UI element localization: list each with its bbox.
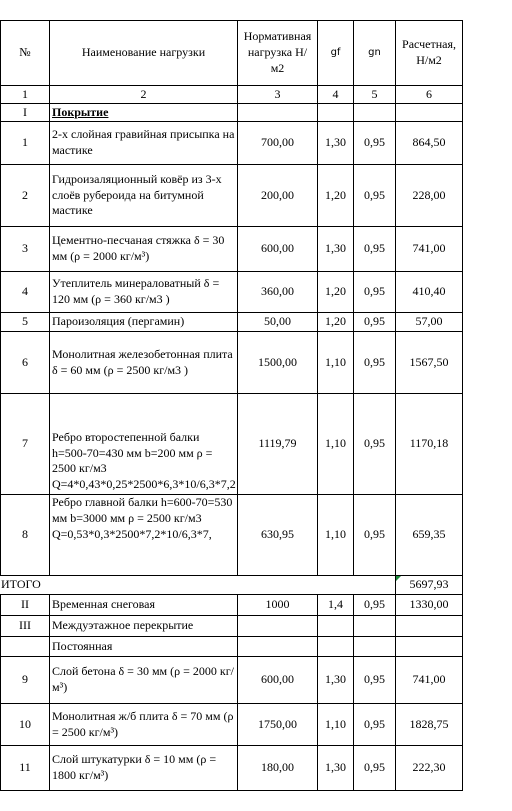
header-gf (318, 21, 353, 85)
row-design: 1170,18 (409, 436, 449, 451)
row-norm: 50,00 (264, 314, 291, 329)
row-design: 741,00 (412, 672, 446, 687)
row-name: Монолитная ж/б плита δ = 70 мм (ρ = 2500 кг/м³) (52, 708, 234, 739)
row-name: 2-х слойная гравийная присыпка на мастике (52, 127, 235, 157)
row-num: 7 (22, 436, 28, 451)
row-gn: 0,95 (364, 672, 385, 687)
header-gn (354, 21, 395, 85)
header-design: Расчетная, Н/м2 (402, 37, 456, 67)
row-gn: 0,95 (364, 284, 385, 299)
row-num: 3 (22, 241, 28, 256)
row-design: 1828,75 (409, 716, 449, 731)
row-gf: 1,10 (325, 716, 346, 731)
row-gn: 0,95 (364, 760, 385, 775)
gamma-f-symbol: gf (330, 47, 341, 59)
row-name: Пароизоляция (пергамин) (52, 314, 185, 329)
row-design: 228,00 (412, 187, 446, 202)
row-gn: 0,95 (364, 716, 385, 731)
row-gf: 1,10 (325, 436, 346, 451)
row-design: 1330,00 (409, 597, 449, 612)
col-number: 3 (274, 86, 281, 101)
row-name: Слой бетона δ = 30 мм (ρ = 2000 кг/м³) (52, 664, 234, 694)
row-norm: 630,95 (261, 527, 294, 542)
row-design: 410,40 (412, 284, 446, 299)
col-number: 5 (371, 86, 378, 101)
row-gf: 1,10 (325, 527, 346, 542)
row-num: 6 (22, 354, 28, 369)
header-num: № (19, 45, 31, 60)
row-gn: 0,95 (364, 527, 385, 542)
row-norm: 1500,00 (258, 354, 297, 369)
section-number: I (23, 104, 27, 119)
row-num: 10 (19, 716, 31, 731)
row-gf: 1,30 (325, 135, 346, 150)
row-norm: 1750,00 (258, 716, 297, 731)
row-design: 659,35 (412, 527, 446, 542)
row-gf: 1,20 (325, 187, 346, 202)
section-number: II (21, 597, 29, 612)
row-name: Монолитная железобетонная плита δ = 60 мм (ρ = 2500 кг/м3 ) (52, 346, 233, 377)
row-design: 222,30 (412, 760, 446, 775)
row-norm: 1119,79 (258, 436, 297, 451)
row-design: 741,00 (412, 241, 446, 256)
total-value: 5697,93 (409, 577, 449, 592)
total-label: ИТОГО (1, 577, 41, 592)
section-number: III (19, 618, 31, 633)
row-gn: 0,95 (364, 241, 385, 256)
row-norm: 1000 (265, 597, 290, 612)
row-name: Утеплитель минераловатный δ = 120 мм (ρ = 360 кг/м3 ) (52, 276, 220, 306)
row-gf: 1,20 (325, 284, 346, 299)
row-num: 2 (22, 187, 28, 202)
row-norm: 360,00 (261, 284, 294, 299)
row-gf: 1,4 (328, 597, 343, 612)
gamma-n-symbol: gn (368, 47, 381, 59)
col-number: 1 (22, 86, 28, 101)
row-gn: 0,95 (364, 314, 385, 329)
section-title: Междуэтажное перекрытие (52, 618, 194, 633)
col-number: 2 (140, 86, 147, 101)
header-name: Наименование нагрузки (81, 45, 206, 60)
row-name: Цементно-песчаная стяжка δ = 30 мм (ρ = 2000 кг/м³) (52, 233, 225, 263)
row-norm: 180,00 (261, 760, 294, 775)
row-name: Гидроизаляционный ковёр из 3-х слоёв рубероида на битумной мастике (52, 171, 222, 218)
col-number: 6 (426, 86, 432, 101)
row-gn: 0,95 (364, 597, 385, 612)
row-gf: 1,30 (325, 672, 346, 687)
row-gn: 0,95 (364, 135, 385, 150)
row-num: 1 (22, 135, 28, 150)
row-name: Ребро второстепенной балки h=500-70=430 мм b=200 мм ρ = 2500 кг/м3 Q=4*0,43*0,25*2500*6,3*10/6,3*7,2 (52, 429, 236, 492)
section-title: Временная снеговая (52, 597, 155, 612)
row-name: Ребро главной балки h=600-70=530 мм b=3000 мм ρ = 2500 кг/м3 Q=0,53*0,3*2500*7,2*10/6,3*7, (52, 495, 233, 541)
row-norm: 600,00 (261, 241, 294, 256)
grid-line (462, 20, 463, 791)
row-num: 9 (22, 672, 28, 687)
row-name: Слой штукатурки δ = 10 мм (ρ = 1800 кг/м³) (52, 752, 217, 782)
row-norm: 200,00 (261, 187, 294, 202)
row-num: 8 (22, 527, 28, 542)
header-normative: Нормативная нагрузка Н/м2 (243, 29, 312, 75)
row-design: 57,00 (415, 314, 443, 329)
row-norm: 600,00 (261, 672, 294, 687)
row-gn: 0,95 (364, 187, 385, 202)
row-norm: 700,00 (261, 135, 294, 150)
row-design: 864,50 (412, 135, 446, 150)
row-design: 1567,50 (409, 354, 449, 369)
col-number: 4 (332, 86, 339, 101)
row-num: 4 (22, 284, 28, 299)
row-gn: 0,95 (364, 354, 385, 369)
grid-line (0, 790, 463, 791)
row-num: 11 (19, 760, 31, 775)
row-gf: 1,30 (325, 760, 346, 775)
row-gf: 1,20 (325, 314, 346, 329)
subsection-title: Постоянная (52, 638, 113, 653)
row-num: 5 (22, 314, 28, 329)
row-gf: 1,30 (325, 241, 346, 256)
section-title: Покрытие (52, 104, 109, 119)
row-gf: 1,10 (325, 354, 346, 369)
row-gn: 0,95 (364, 436, 385, 451)
